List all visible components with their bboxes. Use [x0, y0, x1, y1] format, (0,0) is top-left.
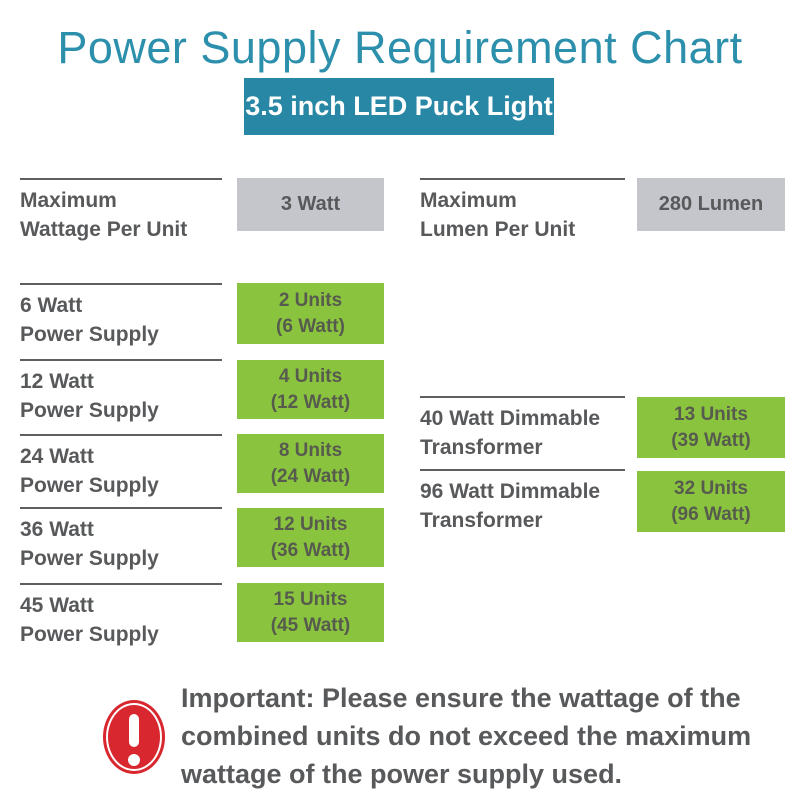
supply-12w-units: 4 Units: [278, 365, 343, 387]
transformer-96w-label-line1: 96 Watt Dimmable: [420, 480, 601, 503]
transformer-96w-value-box: [637, 471, 785, 532]
supply-45w-units: 15 Units: [273, 588, 348, 610]
supply-6w-units: 2 Units: [278, 289, 343, 311]
warning-exclamation-icon: [103, 700, 165, 774]
supply-24w-label-line1: 24 Watt: [20, 445, 94, 468]
supply-6w-label-line2: Power Supply: [20, 323, 159, 346]
supply-24w-units: 8 Units: [278, 439, 343, 461]
max-lumen-label: [420, 178, 625, 244]
warning-icon-dot: [128, 754, 140, 766]
transformer-96w-label-line2: Transformer: [420, 509, 543, 532]
transformer-40w-value-box: [637, 397, 785, 458]
supply-45w-watt: (45 Watt): [270, 614, 351, 636]
supply-45w-label-line2: Power Supply: [20, 623, 159, 646]
supply-45w-value-box: [237, 583, 384, 642]
supply-12w-watt: (12 Watt): [270, 391, 351, 413]
max-wattage-label-line2: Wattage Per Unit: [20, 218, 188, 241]
transformer-96w-watt: (96 Watt): [671, 503, 751, 525]
transformer-96w-label: [420, 469, 625, 535]
supply-36w-label-line2: Power Supply: [20, 547, 159, 570]
supply-24w-label: [20, 434, 222, 500]
page-title: Power Supply Requirement Chart: [57, 22, 743, 73]
supply-36w-value-box: [237, 508, 384, 567]
supply-12w-value-box: [237, 360, 384, 419]
max-lumen-label-line2: Lumen Per Unit: [420, 218, 576, 241]
supply-12w-label-line2: Power Supply: [20, 399, 159, 422]
max-wattage-value: 3 Watt: [280, 193, 341, 215]
transformer-40w-units: 13 Units: [674, 403, 748, 425]
transformer-40w-label-line1: 40 Watt Dimmable: [420, 407, 601, 430]
supply-36w-units: 12 Units: [273, 513, 348, 535]
product-banner-label: 3.5 inch LED Puck Light: [245, 91, 553, 121]
supply-45w-label-line1: 45 Watt: [20, 594, 94, 617]
warning-text-line2: combined units do not exceed the maximum: [181, 721, 752, 751]
transformer-40w-label: [420, 396, 625, 462]
supply-6w-label-line1: 6 Watt: [20, 294, 83, 317]
max-wattage-label-line1: Maximum: [20, 189, 117, 212]
transformer-96w-units: 32 Units: [674, 477, 748, 499]
max-lumen-label-line1: Maximum: [420, 189, 517, 212]
max-lumen-value-box: [637, 178, 785, 231]
supply-36w-label-line1: 36 Watt: [20, 518, 94, 541]
transformer-40w-label-line2: Transformer: [420, 436, 543, 459]
supply-24w-watt: (24 Watt): [270, 465, 351, 487]
supply-6w-watt: (6 Watt): [276, 315, 345, 337]
supply-12w-label: [20, 359, 222, 425]
supply-6w-value-box: [237, 283, 384, 344]
warning-text: [181, 679, 771, 793]
warning-icon-bar: [129, 714, 139, 747]
supply-45w-label: [20, 583, 222, 649]
supply-36w-label: [20, 507, 222, 573]
max-wattage-value-box: [237, 178, 384, 231]
supply-12w-label-line1: 12 Watt: [20, 370, 94, 393]
max-lumen-value: 280 Lumen: [658, 193, 764, 215]
supply-24w-value-box: [237, 434, 384, 493]
warning-text-line1: Important: Please ensure the wattage of the: [181, 683, 741, 713]
supply-24w-label-line2: Power Supply: [20, 474, 159, 497]
transformer-40w-watt: (39 Watt): [671, 429, 751, 451]
product-banner: [244, 78, 554, 135]
supply-36w-watt: (36 Watt): [270, 539, 351, 561]
max-wattage-label: [20, 178, 222, 244]
warning-text-line3: wattage of the power supply used.: [181, 759, 623, 789]
supply-6w-label: [20, 283, 222, 349]
